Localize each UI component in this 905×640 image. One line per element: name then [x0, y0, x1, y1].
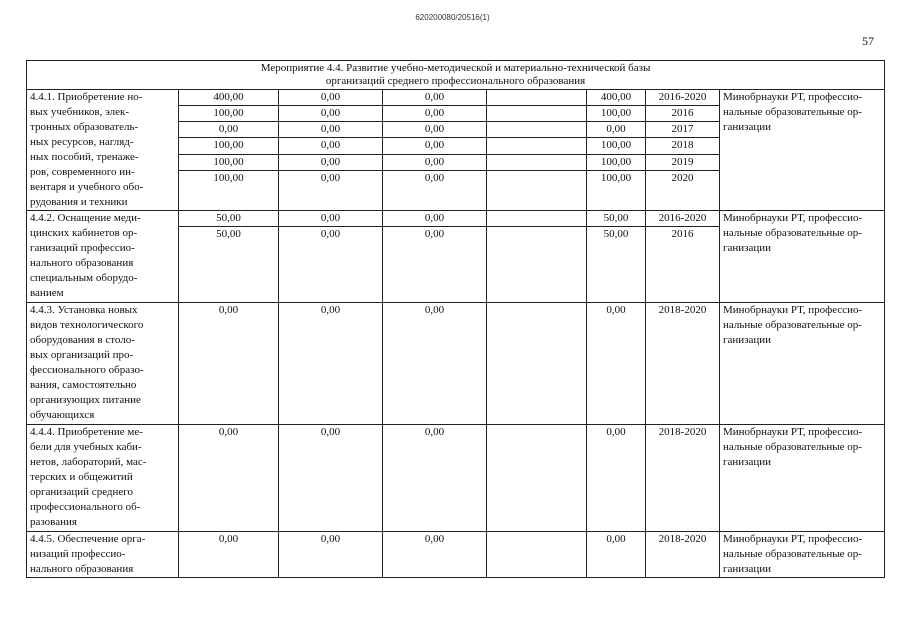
cell-total: 0,00 [587, 532, 646, 578]
cell-amount-4 [487, 106, 587, 122]
cell-years: 2016 [646, 106, 720, 122]
cell-amount-4 [487, 170, 587, 210]
responsible-org: Минобрнауки РТ, профессио- нальные образовательные ор- ганизации [720, 532, 885, 578]
table-header-row [27, 61, 885, 90]
cell-total: 400,00 [587, 90, 646, 106]
event-header [27, 61, 885, 90]
cell-amount-4 [487, 227, 587, 303]
cell-amount-2: 0,00 [279, 90, 383, 106]
event-header-line2: организаций среднего профессионального образования [325, 75, 586, 87]
cell-years: 2018-2020 [646, 303, 720, 425]
cell-years: 2016 [646, 227, 720, 303]
responsible-org: Минобрнауки РТ, профессио- нальные образовательные ор- ганизации [720, 90, 885, 211]
cell-amount-1: 0,00 [179, 122, 279, 138]
cell-amount-1: 0,00 [179, 303, 279, 425]
responsible-org: Минобрнауки РТ, профессио- нальные образовательные ор- ганизации [720, 425, 885, 532]
responsible-org: Минобрнауки РТ, профессио- нальные образовательные ор- ганизации [720, 303, 885, 425]
cell-amount-2: 0,00 [279, 425, 383, 532]
cell-total: 0,00 [587, 425, 646, 532]
cell-amount-2: 0,00 [279, 106, 383, 122]
cell-amount-4 [487, 532, 587, 578]
cell-amount-2: 0,00 [279, 532, 383, 578]
cell-years: 2020 [646, 170, 720, 210]
measure-name: 4.4.4. Приобретение ме- бели для учебных каби- нетов, лабораторий, мас- терских и общежитий организаций среднего профессионального об- разования [27, 425, 179, 532]
cell-amount-2: 0,00 [279, 154, 383, 170]
cell-amount-2: 0,00 [279, 211, 383, 227]
funding-table [26, 60, 885, 578]
cell-amount-2: 0,00 [279, 122, 383, 138]
cell-amount-3: 0,00 [383, 106, 487, 122]
cell-amount-1: 100,00 [179, 170, 279, 210]
cell-total: 100,00 [587, 170, 646, 210]
table-row [27, 303, 885, 425]
cell-amount-1: 100,00 [179, 106, 279, 122]
cell-total: 0,00 [587, 122, 646, 138]
cell-total: 100,00 [587, 154, 646, 170]
cell-amount-2: 0,00 [279, 138, 383, 154]
cell-amount-3: 0,00 [383, 425, 487, 532]
cell-amount-3: 0,00 [383, 211, 487, 227]
cell-amount-4 [487, 122, 587, 138]
cell-amount-3: 0,00 [383, 154, 487, 170]
responsible-org: Минобрнауки РТ, профессио- нальные образовательные ор- ганизации [720, 211, 885, 303]
cell-amount-3: 0,00 [383, 303, 487, 425]
cell-total: 50,00 [587, 227, 646, 303]
table-row [27, 532, 885, 578]
cell-amount-1: 100,00 [179, 154, 279, 170]
cell-amount-4 [487, 303, 587, 425]
cell-total: 100,00 [587, 138, 646, 154]
page-number: 57 [862, 34, 874, 48]
measure-name: 4.4.5. Обеспечение орга- низаций профессио- нального образования [27, 532, 179, 578]
cell-total: 100,00 [587, 106, 646, 122]
cell-amount-3: 0,00 [383, 532, 487, 578]
cell-amount-1: 0,00 [179, 532, 279, 578]
measure-name: 4.4.1. Приобретение но- вых учебников, элек- тронных образователь- ных ресурсов, нагляд- ных пособий, тренаже- ров, современного ин- вентаря и учебного обо- рудования и техники [27, 90, 179, 211]
cell-years: 2019 [646, 154, 720, 170]
cell-years: 2016-2020 [646, 211, 720, 227]
cell-amount-3: 0,00 [383, 227, 487, 303]
cell-amount-1: 400,00 [179, 90, 279, 106]
cell-amount-4 [487, 154, 587, 170]
table-row [27, 425, 885, 532]
cell-amount-4 [487, 90, 587, 106]
cell-amount-1: 50,00 [179, 211, 279, 227]
measure-name: 4.4.3. Установка новых видов технологического оборудования в столо- вых организаций про- фессионального образо- вания, самостоятельно организующих питание обучающихся [27, 303, 179, 425]
cell-amount-2: 0,00 [279, 227, 383, 303]
cell-total: 50,00 [587, 211, 646, 227]
cell-amount-2: 0,00 [279, 170, 383, 210]
cell-amount-3: 0,00 [383, 90, 487, 106]
cell-years: 2018-2020 [646, 425, 720, 532]
cell-amount-1: 100,00 [179, 138, 279, 154]
table-row [27, 90, 885, 106]
cell-amount-3: 0,00 [383, 170, 487, 210]
cell-total: 0,00 [587, 303, 646, 425]
cell-amount-4 [487, 425, 587, 532]
cell-amount-1: 0,00 [179, 425, 279, 532]
cell-years: 2018 [646, 138, 720, 154]
measure-name: 4.4.2. Оснащение меди- цинских кабинетов ор- ганизаций профессио- нального образования специальным оборудо- ванием [27, 211, 179, 303]
cell-years: 2018-2020 [646, 532, 720, 578]
cell-amount-4 [487, 138, 587, 154]
cell-years: 2017 [646, 122, 720, 138]
event-header-line1: Мероприятие 4.4. Развитие учебно-методической и материально-технической базы [260, 62, 651, 74]
cell-amount-1: 50,00 [179, 227, 279, 303]
table-row [27, 211, 885, 227]
cell-amount-2: 0,00 [279, 303, 383, 425]
cell-years: 2016-2020 [646, 90, 720, 106]
cell-amount-3: 0,00 [383, 138, 487, 154]
cell-amount-3: 0,00 [383, 122, 487, 138]
document-id: 620200080/20516(1) [415, 13, 490, 22]
cell-amount-4 [487, 211, 587, 227]
